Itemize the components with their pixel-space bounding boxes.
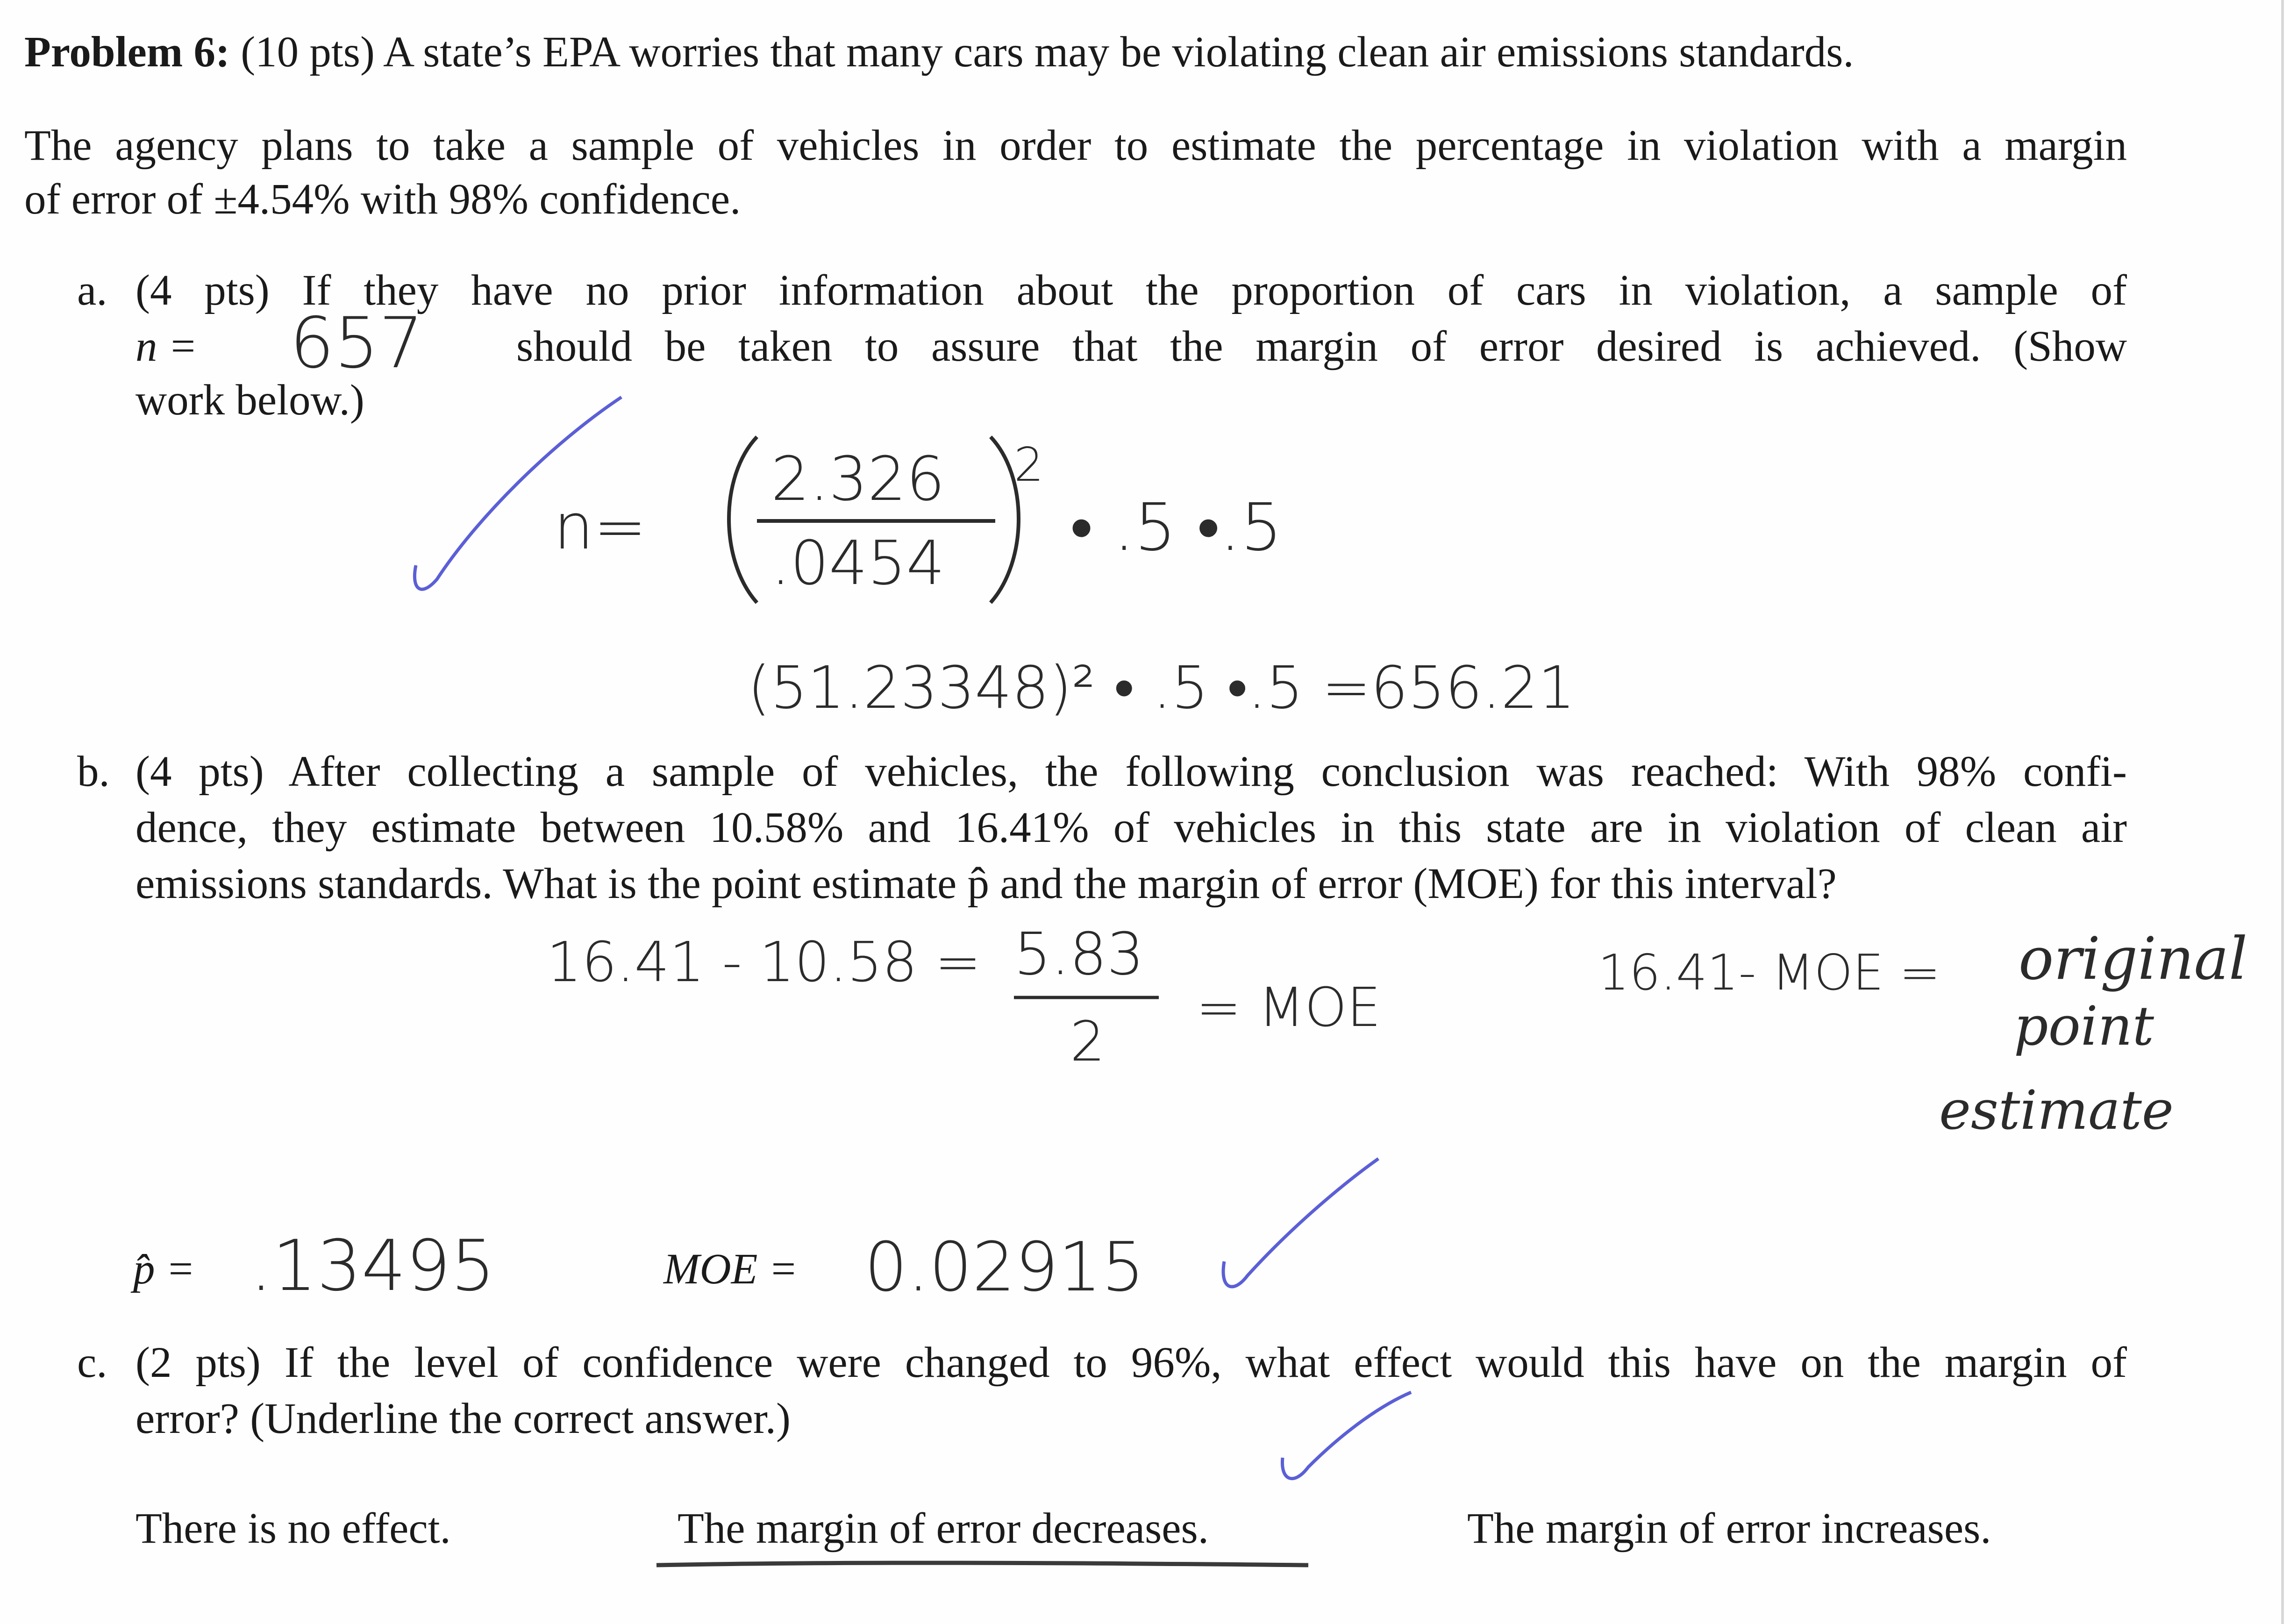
- work-n-equals: n=: [554, 490, 647, 563]
- work-fraction-den: 2: [1070, 1009, 1106, 1074]
- note-line-2: point: [2014, 995, 2154, 1058]
- problem-heading: [24, 26, 1854, 78]
- phat-answer: .13495: [250, 1225, 495, 1307]
- work-subtraction: 16.41 - 10.58 =: [547, 930, 981, 994]
- problem-statement: (10 pts) A state’s EPA worries that many cars may be violating clean air emissions standards.: [241, 28, 1854, 76]
- part-c-line-1: (2 pts) If the level of confidence were changed to 96%, what effect would this have on the margin of: [136, 1339, 2127, 1387]
- problem-number: Problem 6:: [24, 28, 230, 76]
- work-exponent: 2: [1014, 437, 1044, 492]
- work-fraction-num: 5.83: [1014, 920, 1144, 988]
- work-times: • .5 •.5: [1070, 490, 1283, 566]
- note-line-3: estimate: [1939, 1079, 2174, 1142]
- work-line-2: (51.23348)² • .5 •.5 =656.21: [748, 654, 1576, 722]
- part-a-line-1: (4 pts) If they have no prior information about the proportion of cars in violation, a sample of: [136, 266, 2127, 314]
- part-b-label: b.: [77, 748, 110, 796]
- work-numerator: 2.326: [771, 443, 945, 514]
- note-line-1: original: [2019, 925, 2247, 993]
- part-b-line-2: dence, they estimate between 10.58% and 16.41% of vehicles in this state are in violation of clean air: [136, 804, 2127, 852]
- part-a-line-2: should be taken to assure that the margin of error desired is achieved. (Show: [516, 322, 2127, 370]
- work-denominator: .0454: [771, 527, 945, 598]
- moe-answer: 0.02915: [864, 1228, 1145, 1307]
- choice-increases: The margin of error increases.: [1467, 1504, 1991, 1553]
- check-mark-c-icon: [1282, 1392, 1411, 1479]
- part-a-answer: 657: [290, 303, 424, 384]
- work-right-expression: 16.41- MOE =: [1598, 944, 1940, 1001]
- part-b-line-3: emissions standards. What is the point estimate p̂ and the margin of error (MOE) for this interval?: [136, 860, 1837, 908]
- intro-line-1: The agency plans to take a sample of vehicles in order to estimate the percentage in violation with a margin: [24, 121, 2127, 170]
- part-a-label: a.: [77, 266, 107, 314]
- left-paren: [729, 437, 757, 603]
- part-b-line-1: (4 pts) After collecting a sample of vehicles, the following conclusion was reached: With 98% confi-: [136, 748, 2127, 796]
- check-mark-b-icon: [1223, 1159, 1378, 1287]
- part-c-label: c.: [77, 1339, 107, 1387]
- choice-decreases: The margin of error decreases.: [678, 1504, 1209, 1553]
- choice-no-effect: There is no effect.: [136, 1504, 451, 1553]
- intro-line-2: of error of ±4.54% with 98% confidence.: [24, 175, 741, 223]
- phat-label: p̂ =: [133, 1245, 195, 1293]
- work-equals-moe: = MOE: [1196, 976, 1381, 1039]
- moe-label: MOE =: [663, 1245, 798, 1293]
- part-a-n-label: n =: [136, 322, 198, 370]
- part-a-line-3: work below.): [136, 376, 364, 424]
- part-c-line-2: error? (Underline the correct answer.): [136, 1395, 791, 1443]
- answer-underline: [656, 1563, 1308, 1565]
